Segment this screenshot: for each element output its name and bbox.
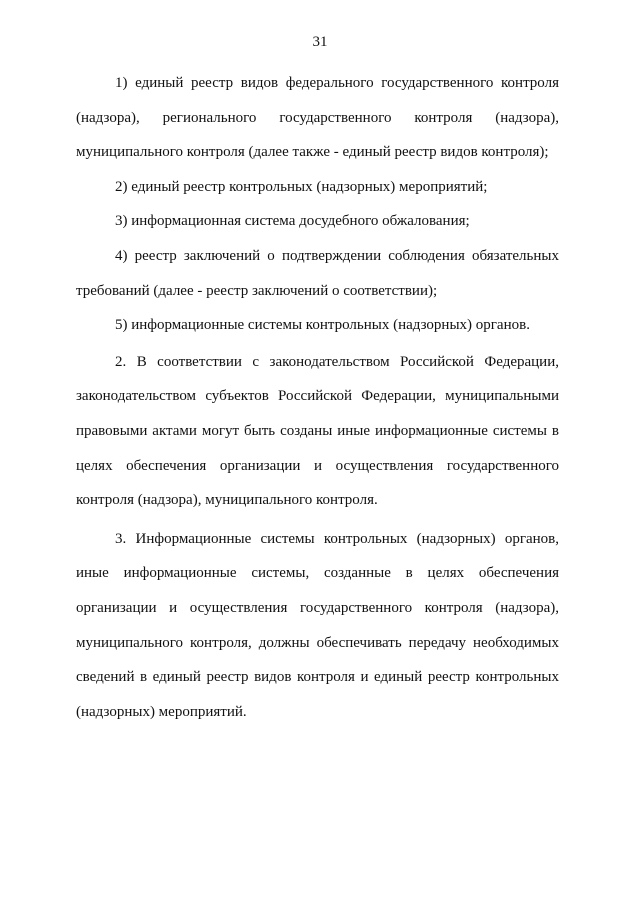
document-body xyxy=(76,66,559,729)
paragraph-section-3: 3. Информационные системы контрольных (надзорных) органов, иные информационные системы, созданные в целях обеспечения организации и осуществления государственного контроля (надзора), муниципального контроля, должны обеспечивать передачу необходимых сведений в единый реестр видов контроля и единый реестр контрольных (надзорных) мероприятий. xyxy=(76,530,559,720)
paragraph-item-4: 4) реестр заключений о подтверждении соблюдения обязательных требований (далее - реестр заключений о соответствии); xyxy=(76,247,559,299)
paragraph-item-3: 3) информационная система досудебного обжалования; xyxy=(115,213,470,230)
paragraph-section-2: 2. В соответствии с законодательством Российской Федерации, законодательством субъектов Российской Федерации, муниципальными правовыми актами могут быть созданы иные информационные системы в целях обеспечения организации и осуществления государственного контроля (надзора), муниципального контроля. xyxy=(76,353,559,509)
page-number: 31 xyxy=(312,34,328,50)
paragraph-item-1: 1) единый реестр видов федерального государственного контроля (надзора), регионального государственного контроля (надзора), муниципального контроля (далее также - единый реестр видов контроля); xyxy=(76,75,559,161)
paragraph-item-5: 5) информационные системы контрольных (надзорных) органов. xyxy=(115,317,530,334)
paragraph-item-2: 2) единый реестр контрольных (надзорных) мероприятий; xyxy=(115,178,488,195)
